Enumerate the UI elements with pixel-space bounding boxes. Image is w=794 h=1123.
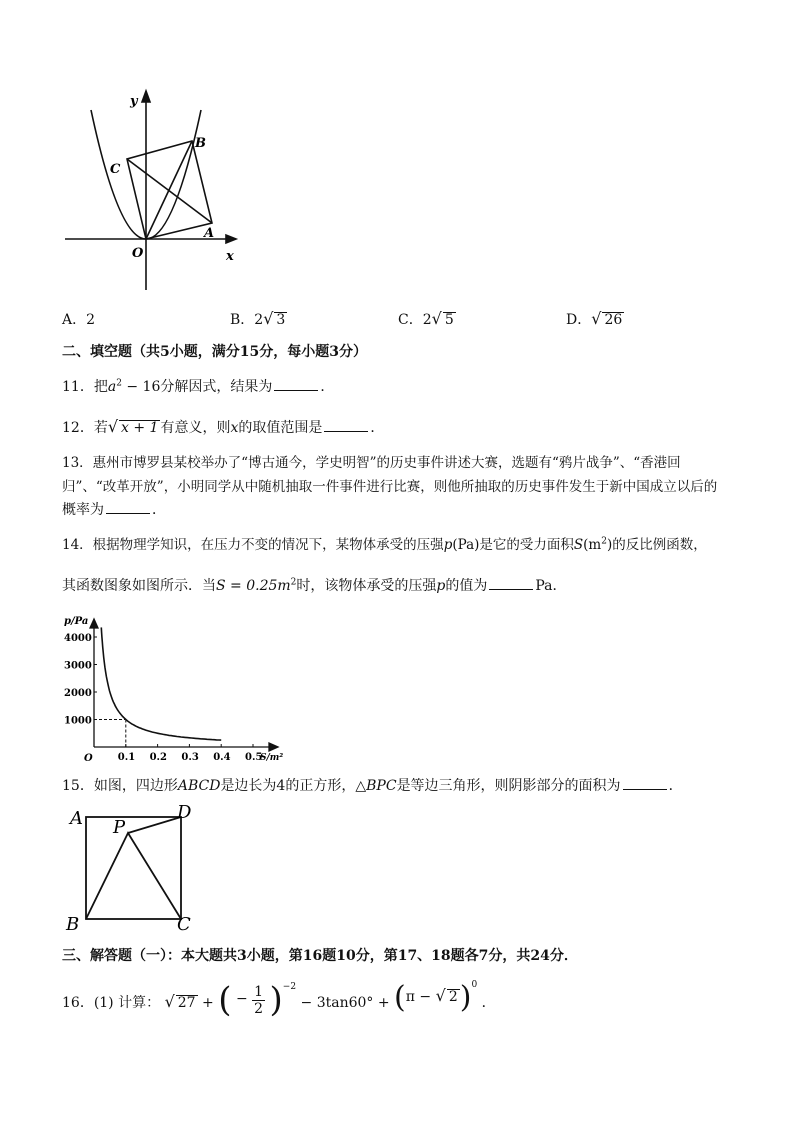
choice-d-radicand: 26 [604,312,623,328]
q15-bpc: BPC [366,778,397,794]
choice-b-label: B． [230,312,255,328]
choice-c[interactable] [398,309,456,329]
radical-icon: √ [435,986,446,1005]
q14-line2-exp: 2 [290,577,297,588]
radical-icon: √ [431,309,442,328]
choice-a[interactable] [62,309,95,329]
q14-line2-c: 的值为 [445,578,488,594]
question-16: 16．(1) 计算： √ 27 + ( − $\frac{1}{2}$ )$^{-2}$ − 3tan60° + (π − √ 2)$^0$ ． [62,980,496,1020]
q16-exp-0: 0 [471,980,478,991]
fig3-label-d: D [177,802,192,823]
series-curve [101,627,221,740]
q14-unit-pa: (Pa) [452,537,480,553]
y-axis-arrow-icon [142,91,150,102]
q14-line1-a: 14．根据物理学知识，在压力不变的情况下，某物体承受的压强 [62,537,444,553]
choice-b-coef: 2 [254,312,264,328]
q16-radicand-2: 2 [448,989,458,1005]
triangle-icon: △ [355,778,367,794]
q12-end: ． [370,420,385,436]
radical-icon: √ [164,992,175,1011]
q12-prefix: 12．若 [62,420,108,436]
y-axis-label: y [130,94,138,109]
y-tick-label: 4000 [64,633,92,644]
point-c-label: C [110,162,121,177]
chart-y-label: p/Pa [64,616,89,627]
choice-a-value: 2 [86,312,96,328]
chart-x-arrow-icon [269,743,278,751]
triangle-bpc [86,833,181,919]
pressure-area-chart [62,612,292,767]
question-14-line-2 [62,575,567,595]
q14-answer-blank[interactable] [489,577,533,590]
q16-exp-neg2: −2 [282,982,297,993]
radical-icon: √ [591,309,602,328]
q11-prefix: 11．把 [62,379,108,395]
question-13-line-3 [62,499,166,519]
q14-unit-m2: (m [583,537,602,553]
choice-c-label: C． [398,312,423,328]
q16-plus: + [202,995,219,1011]
q15-middle: 是边长为4的正方形， [220,778,356,794]
q14-line1-b: 是它的受力面积 [479,537,574,553]
segment-pd [128,817,181,833]
chart-y-arrow-icon [90,619,98,628]
q14-line2-p: p [436,578,446,594]
q14-unit-m2-close: ) [606,537,613,553]
chart-x-label: S/m² [260,753,284,763]
q12-radicand: x + 1 [121,420,159,436]
square-triangle-figure [62,800,207,935]
q14-unit-m2-exp: 2 [601,536,607,547]
section-2-heading: 二、填空题（共5小题，满分15分，每小题3分） [62,344,367,360]
x-axis-label: x [226,249,234,264]
radical-icon: √ [107,417,119,436]
q14-p: p [443,537,453,553]
choice-d-label: D． [566,312,592,328]
q13-line3-end: ． [152,502,166,518]
q12-var: x [230,420,239,436]
x-tick-label: 0.3 [181,752,199,763]
q16-numerator: 1 [254,984,264,1000]
q16-tan-term: − 3tan60° + [300,995,395,1011]
point-a-label: A [204,226,215,241]
q15-end: ． [668,778,683,794]
question-12 [62,417,384,437]
q16-prefix: 16．(1) 计算： [62,995,161,1011]
x-tick-label: 0.1 [117,752,136,763]
choice-b-radicand: 3 [276,312,286,328]
q11-end: ． [320,379,335,395]
choice-c-radicand: 5 [444,312,454,328]
fig3-label-a: A [70,808,83,829]
diagonal-ob [146,141,192,239]
q11-middle: − 16分解因式，结果为 [121,379,273,395]
q14-line2-a: 其函数图象如图所示．当 [62,578,216,594]
q15-prefix: 15．如图，四边形 [62,778,178,794]
parabola-square-figure [60,85,250,295]
x-axis-arrow-icon [226,235,236,243]
question-15 [62,775,683,795]
q15-suffix: 是等边三角形，则阴影部分的面积为 [396,778,621,794]
square-abcd [86,817,181,919]
q13-answer-blank[interactable] [106,501,150,514]
q11-answer-blank[interactable] [274,378,318,391]
q16-neg: − [235,991,248,1007]
q12-suffix: 的取值范围是 [238,420,323,436]
q16-end: ． [481,995,496,1011]
q14-line2-eq: S = 0.25m [216,578,291,594]
q16-pi: π − [405,989,436,1005]
y-tick-label: 3000 [64,660,92,672]
q15-abcd: ABCD [177,778,221,794]
origin-label: O [132,246,144,261]
q12-middle: 有意义，则 [160,420,231,436]
question-13-line-1: 13．惠州市博罗县某校举办了“博古通今，学史明智”的历史事件讲述大赛，选题有“鸦片战争”、“香港回 [62,455,681,471]
radical-icon: √ [263,309,274,328]
q14-s: S [573,537,584,553]
q13-line3-prefix: 概率为 [62,502,104,518]
q15-answer-blank[interactable] [623,777,667,790]
fig3-label-c: C [177,914,191,935]
point-b-label: B [195,136,206,151]
x-tick-label: 0.2 [149,752,168,763]
section-3-heading: 三、解答题（一）：本大题共3小题，第16题10分，第17、18题各7分，共24分． [62,948,578,964]
fig3-label-b: B [66,914,80,935]
x-tick-label: 0.5 [245,752,263,763]
fig3-label-p: P [113,817,126,838]
q11-var: a [107,379,117,395]
q12-answer-blank[interactable] [324,419,368,432]
choice-b[interactable] [230,309,287,329]
question-11 [62,376,334,396]
question-14-line-1 [62,533,707,553]
choice-d[interactable] [566,309,624,329]
q11-exp: 2 [116,378,122,389]
q14-line2-unit: Pa． [535,578,567,594]
choice-c-coef: 2 [422,312,432,328]
x-tick-label: 0.4 [213,752,231,763]
choice-a-label: A． [62,312,87,328]
y-tick-label: 2000 [64,688,92,699]
q14-line1-c: 的反比例函数， [612,537,707,553]
question-13-line-2: 归”、“改革开放”，小明同学从中随机抽取一件事件进行比赛，则他所抽取的历史事件发生于新中国成立以后的 [62,479,718,495]
q16-radicand-27: 27 [177,995,196,1011]
q14-line2-b: 时，该物体承受的压强 [296,578,437,594]
y-tick-label: 1000 [64,715,92,727]
chart-origin-label: O [84,753,93,764]
q16-denominator: 2 [254,1001,264,1017]
